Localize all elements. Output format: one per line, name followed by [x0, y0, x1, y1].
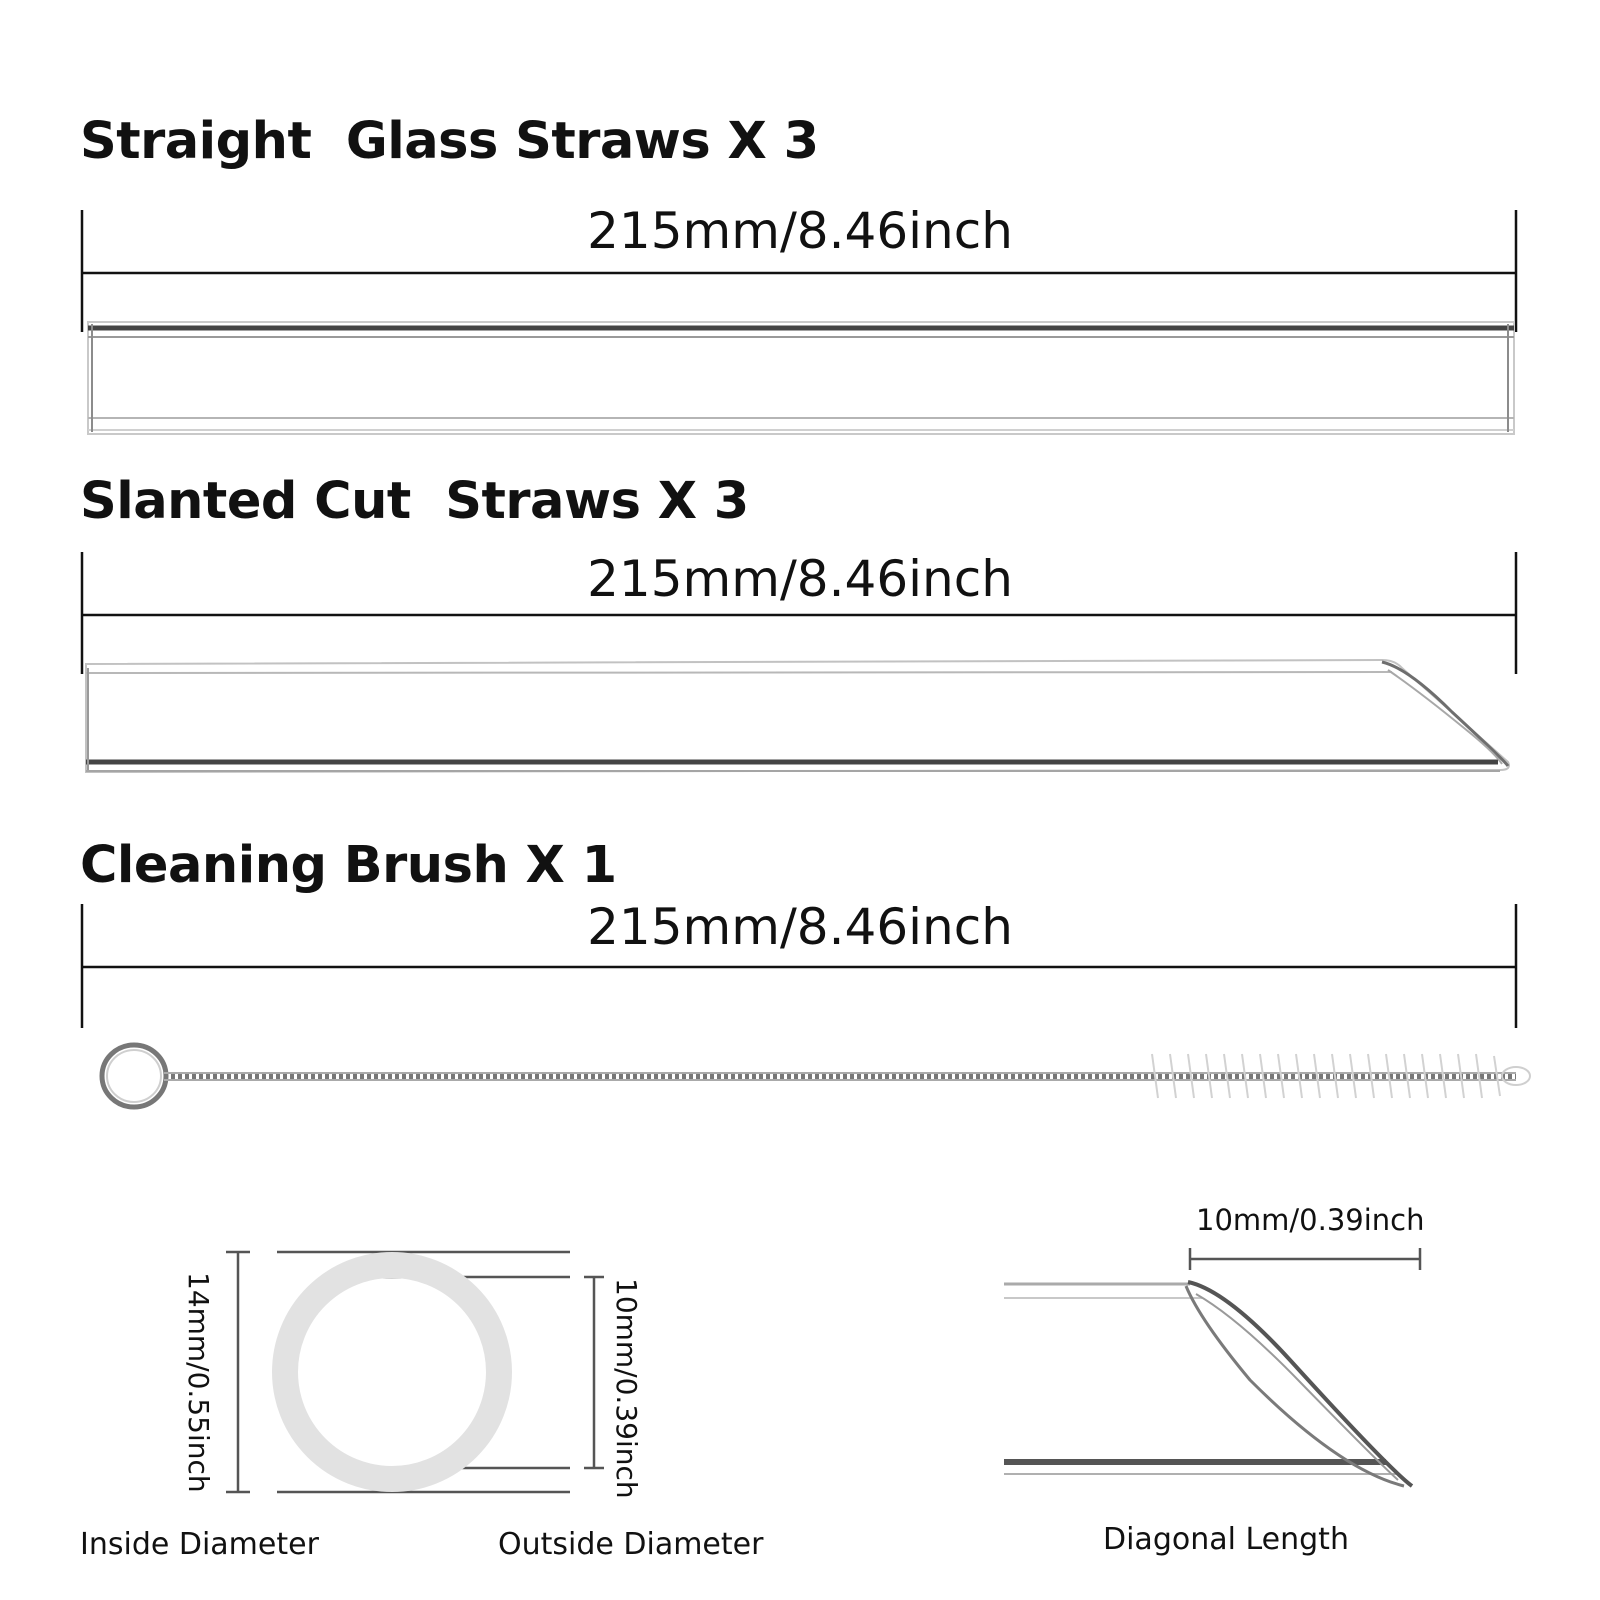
slanted-length-label: 215mm/8.46inch: [587, 550, 1013, 608]
cleaning-brush-title: Cleaning Brush X 1: [80, 836, 617, 895]
cleaning-brush: [102, 1045, 1530, 1107]
inside-diameter-caption: Inside Diameter: [80, 1527, 319, 1562]
straight-glass-straw: [88, 322, 1514, 434]
brush-length-label: 215mm/8.46inch: [587, 898, 1013, 956]
straight-straws-title: Straight Glass Straws X 3: [80, 112, 819, 171]
outer-diameter-dimension: [226, 1252, 250, 1492]
diagonal-length-caption: Diagonal Length: [1103, 1522, 1349, 1557]
straight-length-label: 215mm/8.46inch: [587, 202, 1013, 260]
outer-diameter-label: 14mm/0.55inch: [182, 1272, 215, 1493]
diagonal-width-dimension: [1190, 1248, 1420, 1270]
inner-diameter-label: 10mm/0.39inch: [610, 1278, 643, 1499]
slanted-straws-title: Slanted Cut Straws X 3: [80, 472, 749, 531]
outside-diameter-caption: Outside Diameter: [498, 1527, 764, 1562]
slanted-glass-straw: [86, 660, 1509, 772]
brush-loop-handle: [102, 1045, 166, 1107]
inner-diameter-dimension: [584, 1277, 604, 1468]
diagonal-width-label: 10mm/0.39inch: [1196, 1203, 1425, 1237]
straw-cross-section-ring: [285, 1265, 499, 1479]
diagonal-cut-closeup: [1004, 1282, 1412, 1486]
